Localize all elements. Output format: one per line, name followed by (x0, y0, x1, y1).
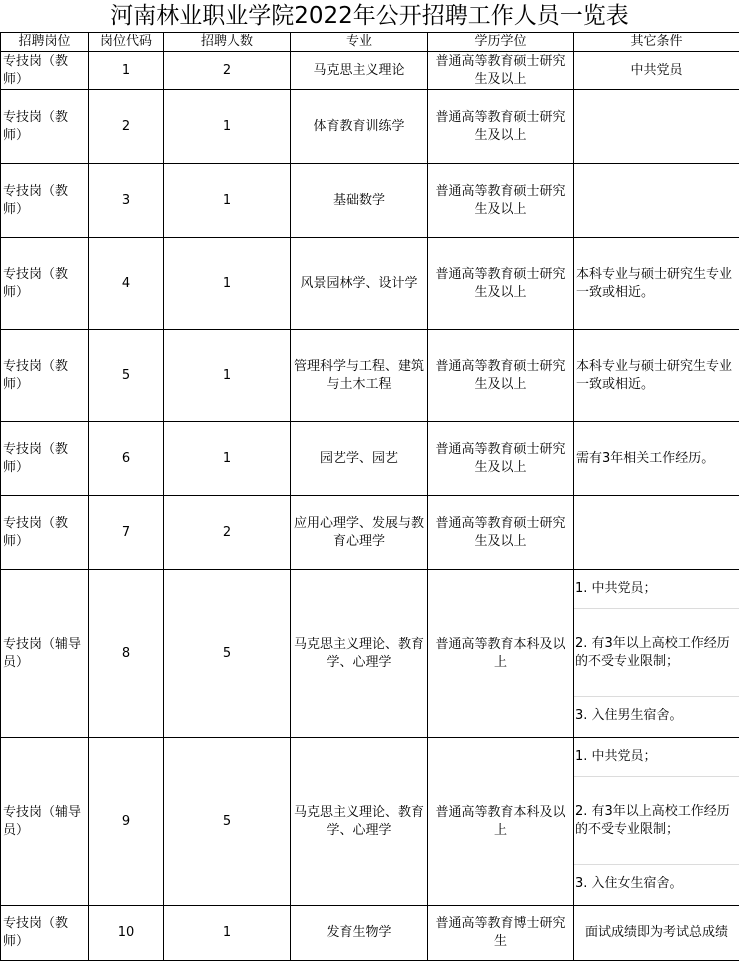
table-row (1, 90, 739, 164)
page-title: 河南林业职业学院2022年公开招聘工作人员一览表 (0, 0, 739, 32)
education-cell: 普通高等教育硕士研究生及以上 (428, 164, 574, 238)
code-cell: 7 (89, 496, 164, 570)
table-row (1, 164, 739, 238)
major-cell: 园艺学、园艺 (291, 422, 428, 496)
conditions-cell: 中共党员 (574, 52, 739, 90)
code-cell: 1 (89, 52, 164, 90)
header-count: 招聘人数 (164, 33, 291, 52)
education-cell: 普通高等教育硕士研究生及以上 (428, 422, 574, 496)
header-code: 岗位代码 (89, 33, 164, 52)
education-cell: 普通高等教育硕士研究生及以上 (428, 90, 574, 164)
code-cell: 8 (89, 570, 164, 738)
table-row (1, 496, 739, 570)
conditions-cell (574, 90, 739, 164)
header-row (1, 33, 739, 52)
conditions-cell (574, 164, 739, 238)
code-cell: 3 (89, 164, 164, 238)
education-cell: 普通高等教育硕士研究生及以上 (428, 330, 574, 422)
count-cell: 1 (164, 238, 291, 330)
major-cell: 发育生物学 (291, 906, 428, 961)
major-cell: 应用心理学、发展与教育心理学 (291, 496, 428, 570)
condition-item: 2. 有3年以上高校工作经历的不受专业限制； (574, 609, 739, 697)
table-row (1, 570, 739, 738)
table-row (1, 330, 739, 422)
education-cell: 普通高等教育硕士研究生及以上 (428, 52, 574, 90)
table-row (1, 422, 739, 496)
post-cell: 专技岗（教师） (1, 330, 89, 422)
table-body (1, 52, 739, 961)
conditions-cell (574, 570, 739, 738)
post-cell: 专技岗（教师） (1, 422, 89, 496)
code-cell: 10 (89, 906, 164, 961)
condition-item: 1. 中共党员； (574, 570, 739, 609)
post-cell: 专技岗（教师） (1, 496, 89, 570)
table-row (1, 52, 739, 90)
post-cell: 专技岗（辅导员） (1, 570, 89, 738)
major-cell: 基础数学 (291, 164, 428, 238)
condition-item: 1. 中共党员； (574, 738, 739, 777)
code-cell: 6 (89, 422, 164, 496)
count-cell: 1 (164, 330, 291, 422)
post-cell: 专技岗（教师） (1, 906, 89, 961)
code-cell: 4 (89, 238, 164, 330)
conditions-cell (574, 738, 739, 906)
count-cell: 1 (164, 164, 291, 238)
count-cell: 5 (164, 570, 291, 738)
count-cell: 1 (164, 90, 291, 164)
code-cell: 5 (89, 330, 164, 422)
major-cell: 马克思主义理论 (291, 52, 428, 90)
count-cell: 5 (164, 738, 291, 906)
header-major: 专业 (291, 33, 428, 52)
conditions-cell: 面试成绩即为考试总成绩 (574, 906, 739, 961)
conditions-cell: 本科专业与硕士研究生专业一致或相近。 (574, 238, 739, 330)
table-row (1, 738, 739, 906)
code-cell: 2 (89, 90, 164, 164)
code-cell: 9 (89, 738, 164, 906)
count-cell: 2 (164, 52, 291, 90)
major-cell: 管理科学与工程、建筑与土木工程 (291, 330, 428, 422)
count-cell: 2 (164, 496, 291, 570)
count-cell: 1 (164, 422, 291, 496)
post-cell: 专技岗（教师） (1, 238, 89, 330)
education-cell: 普通高等教育硕士研究生及以上 (428, 496, 574, 570)
major-cell: 马克思主义理论、教育学、心理学 (291, 738, 428, 906)
post-cell: 专技岗（教师） (1, 90, 89, 164)
education-cell: 普通高等教育硕士研究生及以上 (428, 238, 574, 330)
post-cell: 专技岗（辅导员） (1, 738, 89, 906)
education-cell: 普通高等教育博士研究生 (428, 906, 574, 961)
condition-item: 3. 入住男生宿舍。 (574, 697, 739, 735)
education-cell: 普通高等教育本科及以上 (428, 738, 574, 906)
post-cell: 专技岗（教师） (1, 164, 89, 238)
table-row (1, 238, 739, 330)
conditions-cell: 本科专业与硕士研究生专业一致或相近。 (574, 330, 739, 422)
conditions-cell: 需有3年相关工作经历。 (574, 422, 739, 496)
major-cell: 马克思主义理论、教育学、心理学 (291, 570, 428, 738)
condition-item: 2. 有3年以上高校工作经历的不受专业限制； (574, 777, 739, 865)
major-cell: 风景园林学、设计学 (291, 238, 428, 330)
condition-item: 3. 入住女生宿舍。 (574, 865, 739, 903)
post-cell: 专技岗（教师） (1, 52, 89, 90)
conditions-cell (574, 496, 739, 570)
education-cell: 普通高等教育本科及以上 (428, 570, 574, 738)
count-cell: 1 (164, 906, 291, 961)
table-row (1, 906, 739, 961)
major-cell: 体育教育训练学 (291, 90, 428, 164)
header-education: 学历学位 (428, 33, 574, 52)
header-conditions: 其它条件 (574, 33, 739, 52)
header-post: 招聘岗位 (1, 33, 89, 52)
recruitment-table (0, 32, 739, 961)
